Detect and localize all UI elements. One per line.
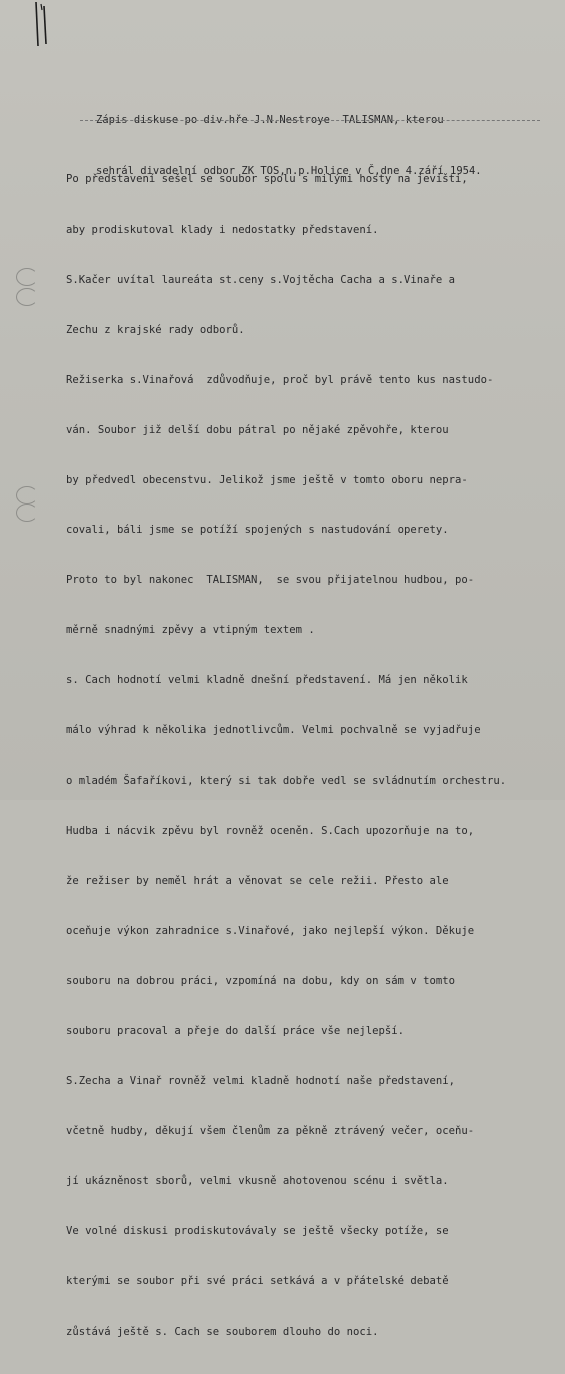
- body-line: ván. Soubor již delší dobu pátral po nějaké zpěvohře, kterou: [66, 423, 449, 436]
- body-line: by předvedl obecenstvu. Jelikož jsme ještě v tomto oboru nepra-: [66, 473, 468, 486]
- body-line: S.Kačer uvítal laureáta st.ceny s.Vojtěcha Cacha a s.Vinaře a: [66, 273, 456, 286]
- body-line: S.Zecha a Vinař rovněž velmi kladně hodnotí naše představení,: [66, 1075, 456, 1088]
- body-line: Proto to byl nakonec TALISMAN, se svou přijatelnou hudbou, po-: [66, 574, 475, 587]
- minutes-body: [66, 138, 556, 1374]
- body-line: zůstává ještě s. Cach se souborem dlouho do noci.: [66, 1325, 379, 1338]
- body-line: oceňuje výkon zahradnice s.Vinařové, jako nejlepší výkon. Děkuje: [66, 924, 475, 937]
- body-line: jí ukázněnost sborů, velmi vkusně ahotovenou scénu i světla.: [66, 1175, 449, 1188]
- body-line: Po představení sešel se soubor spolu s milými hosty na jevišti,: [66, 173, 468, 186]
- body-line: o mladém Šafaříkovi, který si tak dobře vedl se svládnutím orchestru.: [66, 774, 507, 787]
- divider: [80, 120, 540, 121]
- body-line: měrně snadnými zpěvy a vtipným textem .: [66, 624, 315, 637]
- punch-hole: [16, 288, 38, 306]
- body-line: Ve volné diskusi prodiskutovávaly se ještě všecky potíže, se: [66, 1225, 449, 1238]
- body-line: s. Cach hodnotí velmi kladně dnešní představení. Má jen několik: [66, 674, 468, 687]
- handwritten-mark: [28, 0, 58, 50]
- body-line: kterými se soubor při své práci setkává a v přátelské debatě: [66, 1275, 449, 1288]
- body-line: Režiserka s.Vinařová zdůvodňuje, proč byl právě tento kus nastudo-: [66, 373, 494, 386]
- body-line: souboru na dobrou práci, vzpomíná na dobu, kdy on sám v tomto: [66, 974, 456, 987]
- body-line: covali, báli jsme se potíží spojených s nastudování operety.: [66, 524, 449, 537]
- body-line: málo výhrad k několika jednotlivcům. Velmi pochvalně se vyjadřuje: [66, 724, 481, 737]
- body-line: že režiser by neměl hrát a věnovat se cele režii. Přesto ale: [66, 874, 449, 887]
- punch-hole: [16, 486, 38, 504]
- punch-hole: [16, 268, 38, 286]
- body-line: souboru pracoval a přeje do další práce vše nejlepší.: [66, 1025, 405, 1037]
- body-line: Zechu z krajské rady odborů.: [66, 323, 245, 336]
- header-line-2: sehrál divadelní odbor ZK TOS,n.p.Holice v Č,dne 4.září 1954.: [96, 164, 482, 177]
- punch-hole: [16, 504, 38, 522]
- header-line-1: Zápis diskuse po div.hře J.N.Nestroye TALISMAN, kterou: [96, 114, 444, 126]
- body-line: včetně hudby, děkují všem členům za pěkně ztrávený večer, oceňu-: [66, 1125, 475, 1138]
- body-line: aby prodiskutoval klady i nedostatky představení.: [66, 223, 379, 236]
- body-line: Hudba i nácvik zpěvu byl rovněž oceněn. S.Cach upozorňuje na to,: [66, 824, 475, 837]
